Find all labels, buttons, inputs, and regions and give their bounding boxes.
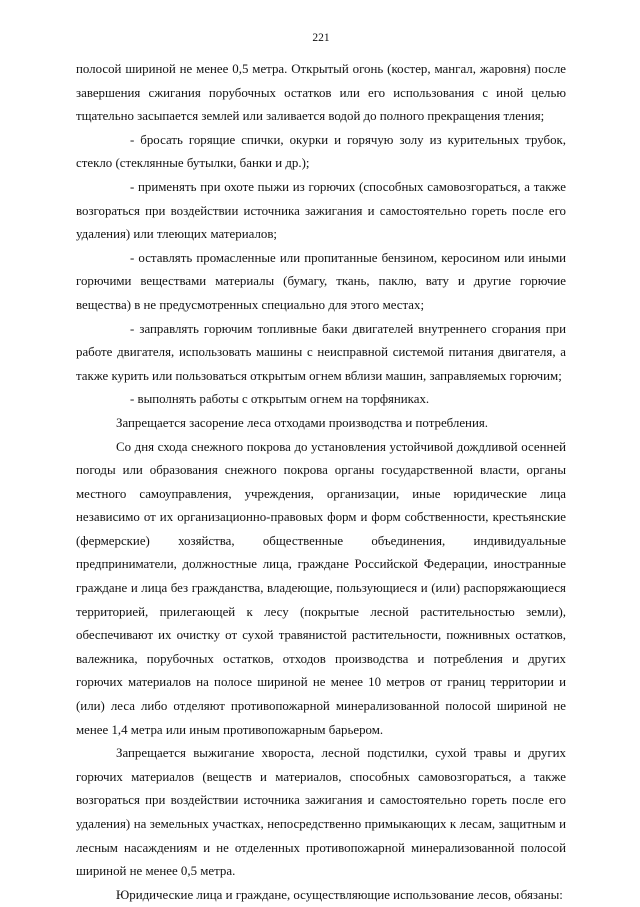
- paragraph: - оставлять промасленные или пропитанные бензином, керосином или иными горючими веществами материалы (бумагу, ткань, паклю, вату и другие горючие вещества) в не предусмотренных специально для этого местах;: [76, 250, 566, 312]
- paragraph: Запрещается засорение леса отходами производства и потребления.: [116, 415, 489, 430]
- paragraph: полосой шириной не менее 0,5 метра. Открытый огонь (костер, мангал, жаровня) после завершения сжигания порубочных остатков или его использования с иной целью тщательно засыпается землей или заливается водой до полного прекращения тления;: [76, 62, 566, 124]
- paragraph: Юридические лица и граждане, осуществляющие использование лесов, обязаны:: [116, 887, 563, 902]
- body-text: [76, 58, 566, 907]
- page-number: 221: [312, 32, 330, 44]
- paragraph: - заправлять горючим топливные баки двигателей внутреннего сгорания при работе двигателя, использовать машины с неисправной системой питания двигателя, а также курить или пользоваться открытым огнем вблизи машин, заправляемых горючим;: [76, 321, 566, 383]
- paragraph: - выполнять работы с открытым огнем на торфяниках.: [130, 392, 430, 407]
- paragraph: Со дня схода снежного покрова до установления устойчивой дождливой осенней погоды или образования снежного покрова органы государственной власти, органы местного самоуправления, учреждения, организации, иные юридические лица независимо от их организационно-правовых форм и форм собственности, крестьянские (фермерские) хозяйства, общественные объединения, индивидуальные предприниматели, должностные лица, граждане Российской Федерации, иностранные граждане и лица без гражданства, владеющие, пользующиеся и (или) распоряжающиеся территорией, прилегающей к лесу (покрытые лесной растительностью земли), обеспечивают их очистку от сухой травянистой растительности, пожнивных остатков, валежника, порубочных остатков, отходов производства и потребления и других горючих материалов на полосе шириной не менее 10 метров от границ территории и (или) леса либо отделяют противопожарной минерализованной полосой шириной не менее 1,4 метра или иным противопожарным барьером.: [76, 439, 566, 737]
- paragraph: Запрещается выжигание хвороста, лесной подстилки, сухой травы и других горючих материалов (веществ и материалов, способных самовозгораться, а также возгораться при воздействии источника зажигания и самостоятельно гореть после его удаления) на земельных участках, непосредственно примыкающих к лесам, защитным и лесным насаждениям и не отделенных противопожарной минерализованной полосой шириной не менее 0,5 метра.: [76, 746, 566, 879]
- paragraph: - применять при охоте пыжи из горючих (способных самовозгораться, а также возгораться при воздействии источника зажигания и самостоятельно гореть после его удаления) или тлеющих материалов;: [76, 179, 566, 242]
- paragraph: - бросать горящие спички, окурки и горячую золу из курительных трубок, стекло (стеклянные бутылки, банки и др.);: [76, 132, 566, 171]
